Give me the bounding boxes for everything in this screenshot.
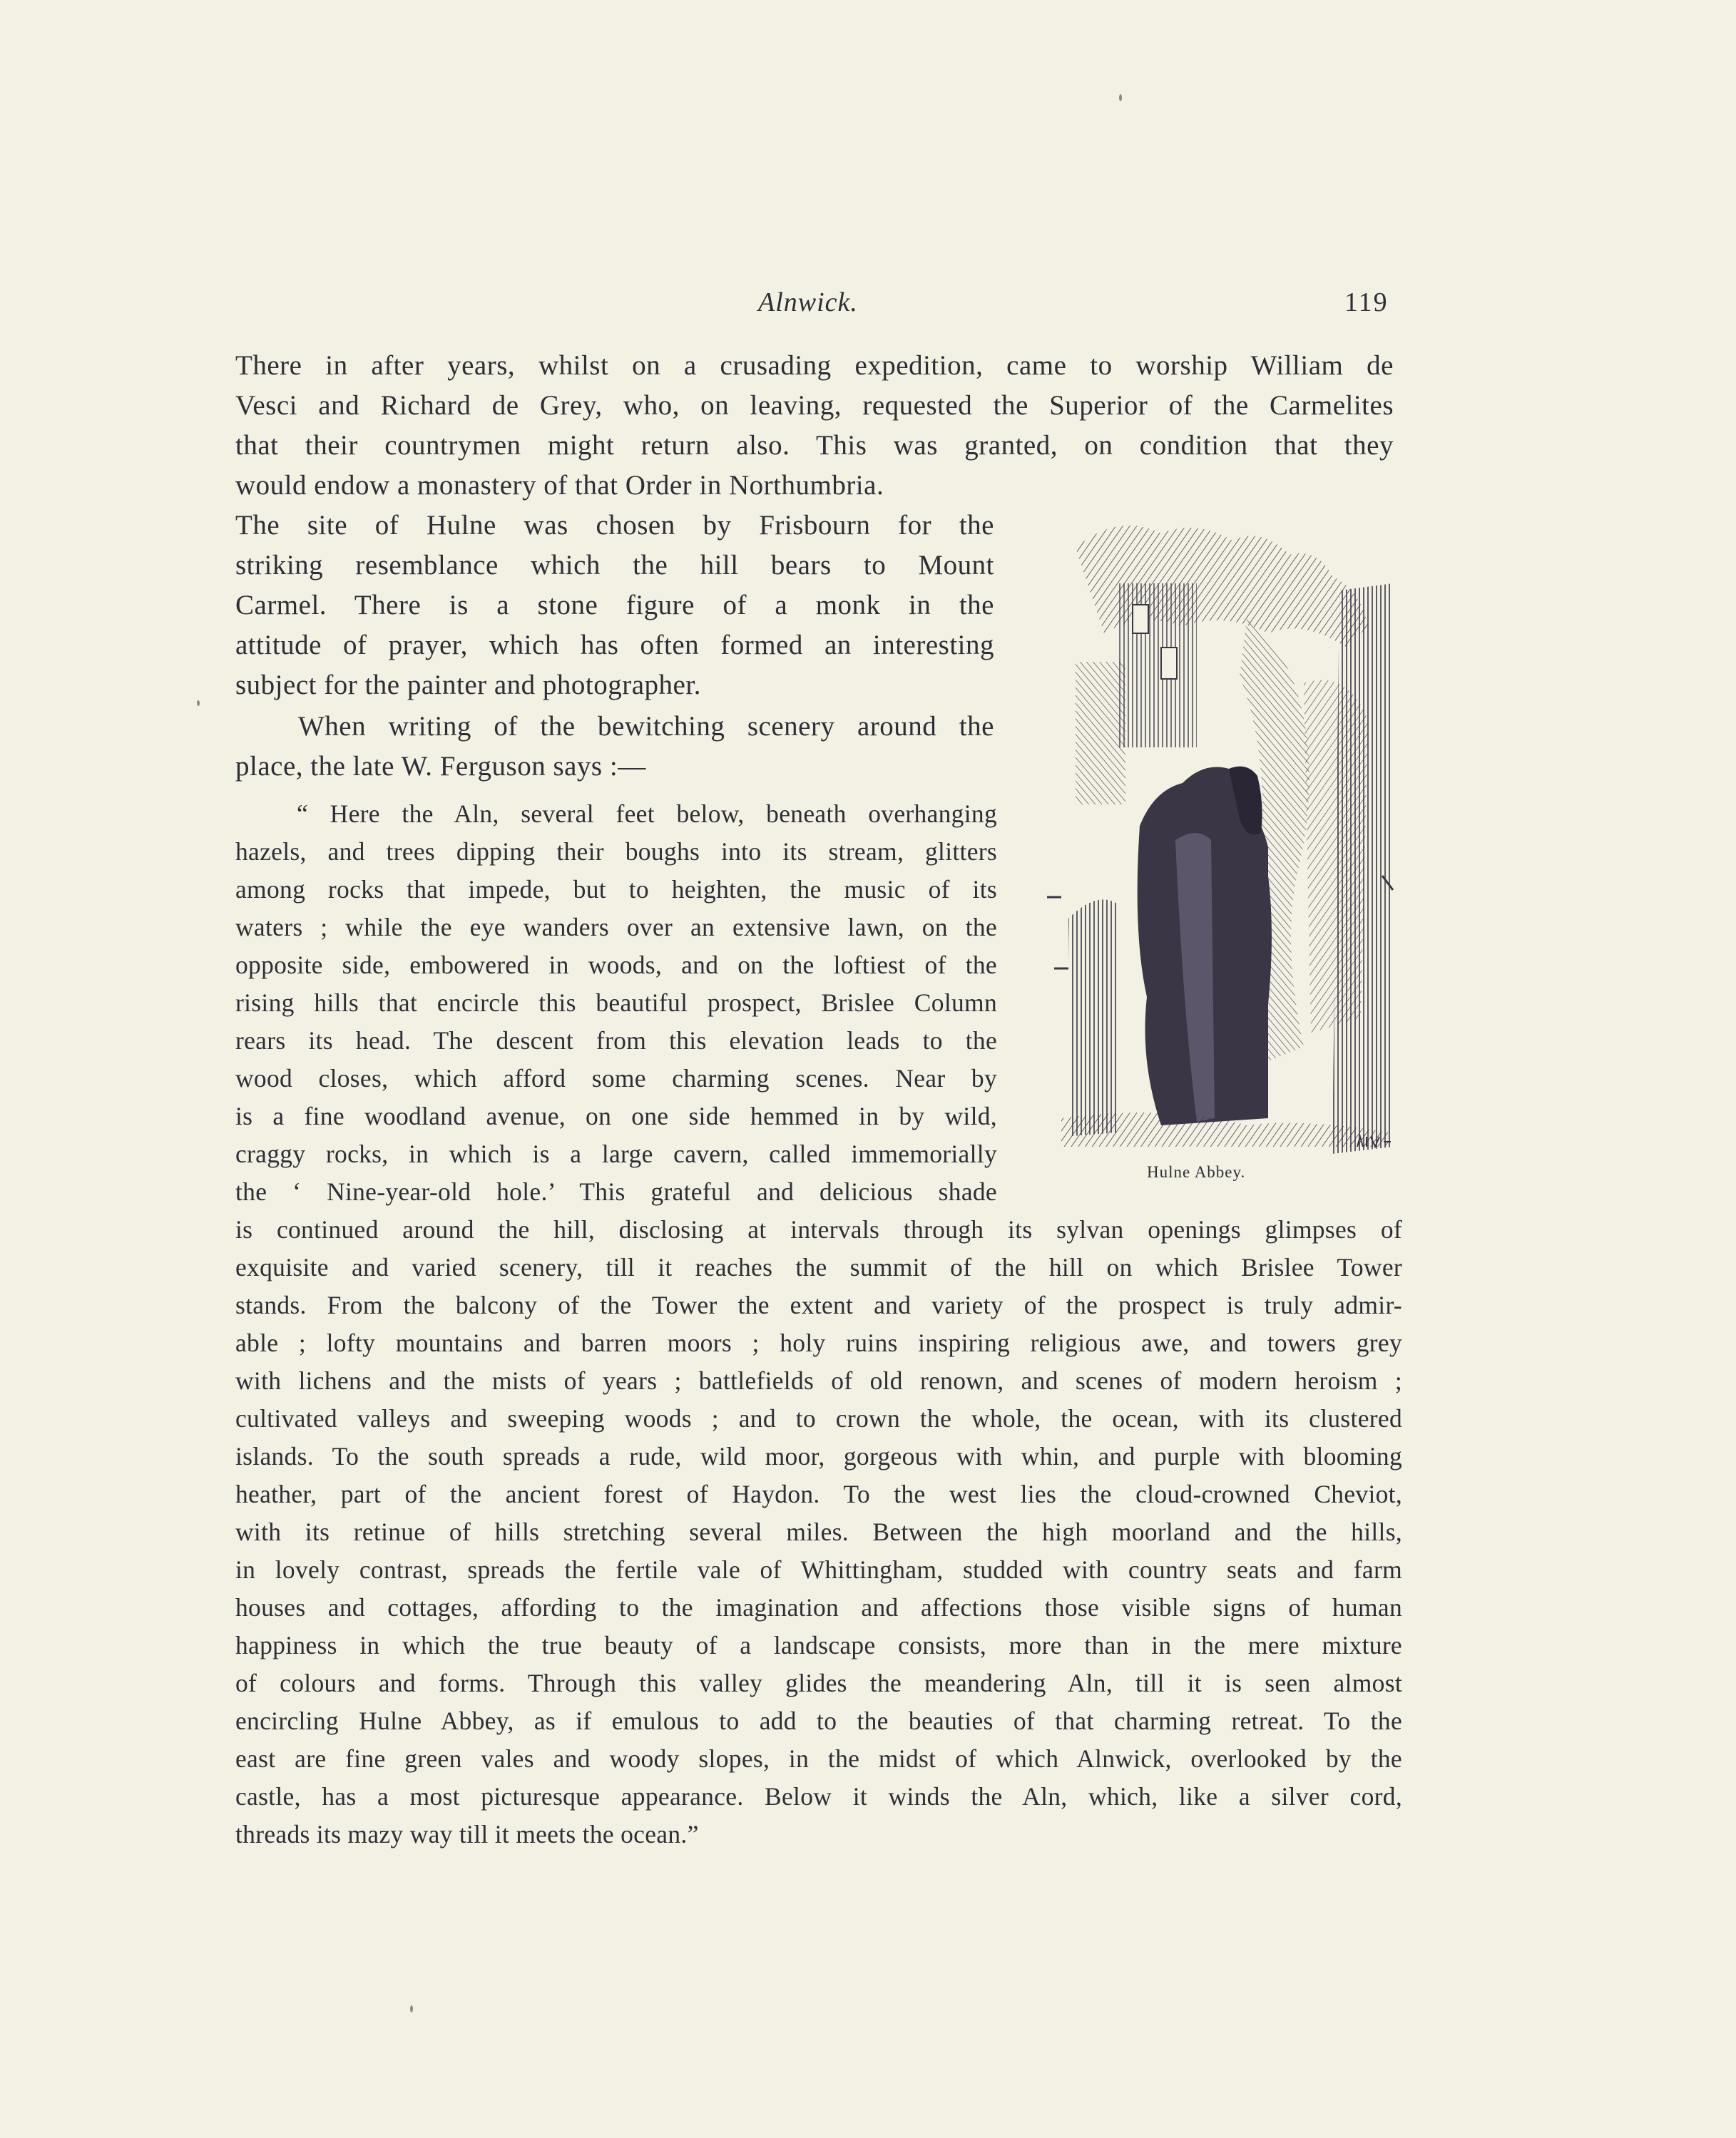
text-line: The site of Hulne was chosen by Frisbourn for the (235, 510, 994, 541)
text-line: Carmel. There is a stone figure of a monk in the (235, 590, 994, 620)
quote-line: happiness in which the true beauty of a landscape consists, more than in the mere mixture (235, 1631, 1402, 1659)
quote-line: among rocks that impede, but to heighten, the music of its (235, 875, 997, 904)
quote-line: in lovely contrast, spreads the fertile vale of Whittingham, studded with country seats and farm (235, 1555, 1402, 1584)
page-speck (410, 2005, 413, 2012)
quote-line: opposite side, embowered in woods, and on the loftiest of the (235, 951, 997, 979)
quote-line: rising hills that encircle this beautiful prospect, Brislee Column (235, 988, 997, 1017)
page-number: 119 (1344, 287, 1389, 317)
quote-line: wood closes, which afford some charming scenes. Near by (235, 1064, 997, 1093)
quote-line: “ Here the Aln, several feet below, beneath overhanging (297, 799, 997, 828)
quote-line: rears its head. The descent from this elevation leads to the (235, 1026, 997, 1055)
quote-line: east are fine green vales and woody slopes, in the midst of which Alnwick, overlooked by the (235, 1744, 1402, 1773)
quote-line: castle, has a most picturesque appearance. Below it winds the Aln, which, like a silver cord, (235, 1782, 1402, 1811)
text-line: When writing of the bewitching scenery around the (298, 711, 994, 742)
quote-line: able ; lofty mountains and barren moors ; holy ruins inspiring religious awe, and towers grey (235, 1329, 1402, 1357)
page-speck (197, 700, 200, 706)
quote-line: hazels, and trees dipping their boughs into its stream, glitters (235, 837, 997, 866)
page-speck (1119, 94, 1122, 101)
text-line: would endow a monastery of that Order in Northumbria. (235, 470, 884, 501)
quote-line: the ‘ Nine-year-old hole.’ This grateful and delicious shade (235, 1177, 997, 1206)
quote-line: is a fine woodland avenue, on one side hemmed in by wild, (235, 1102, 997, 1130)
text-line: Vesci and Richard de Grey, who, on leaving, requested the Superior of the Carmelites (235, 390, 1394, 421)
text-line: subject for the painter and photographer. (235, 670, 701, 700)
quote-line: heather, part of the ancient forest of Haydon. To the west lies the cloud-crowned Cheviot, (235, 1480, 1402, 1508)
text-line: There in after years, whilst on a crusading expedition, came to worship William de (235, 350, 1394, 381)
quote-line: with its retinue of hills stretching several miles. Between the high moorland and the hills, (235, 1518, 1402, 1546)
quote-line: waters ; while the eye wanders over an extensive lawn, on the (235, 913, 997, 941)
text-line: that their countrymen might return also. This was granted, on condition that they (235, 430, 1394, 461)
quote-line: with lichens and the mists of years ; battlefields of old renown, and scenes of modern heroism ; (235, 1366, 1402, 1395)
text-line: place, the late W. Ferguson says :— (235, 751, 646, 782)
quote-line: is continued around the hill, disclosing at intervals through its sylvan openings glimpses of (235, 1215, 1402, 1244)
quote-line: stands. From the balcony of the Tower the extent and variety of the prospect is truly admir- (235, 1291, 1402, 1319)
quote-line: encircling Hulne Abbey, as if emulous to add to the beauties of that charming retreat. To the (235, 1707, 1402, 1735)
text-line: attitude of prayer, which has often formed an interesting (235, 630, 994, 660)
quote-line: houses and cottages, affording to the imagination and affections those visible signs of human (235, 1593, 1402, 1622)
quote-line: islands. To the south spreads a rude, wild moor, gorgeous with whin, and purple with blooming (235, 1442, 1402, 1470)
illustration-caption: Hulne Abbey. (1147, 1163, 1246, 1181)
text-line: striking resemblance which the hill bears to Mount (235, 550, 994, 580)
running-head-title: Alnwick. (758, 287, 858, 317)
quote-line: cultivated valleys and sweeping woods ; and to crown the whole, the ocean, with its clustered (235, 1404, 1402, 1433)
quote-line: craggy rocks, in which is a large cavern, called immemorially (235, 1140, 997, 1168)
quote-line: threads its mazy way till it meets the ocean.” (235, 1820, 699, 1848)
engraving-monk-at-prayer-icon (1033, 505, 1398, 1167)
quote-line: of colours and forms. Through this valley glides the meandering Aln, till it is seen almost (235, 1669, 1402, 1697)
quote-line: exquisite and varied scenery, till it reaches the summit of the hill on which Brislee Tower (235, 1253, 1402, 1282)
